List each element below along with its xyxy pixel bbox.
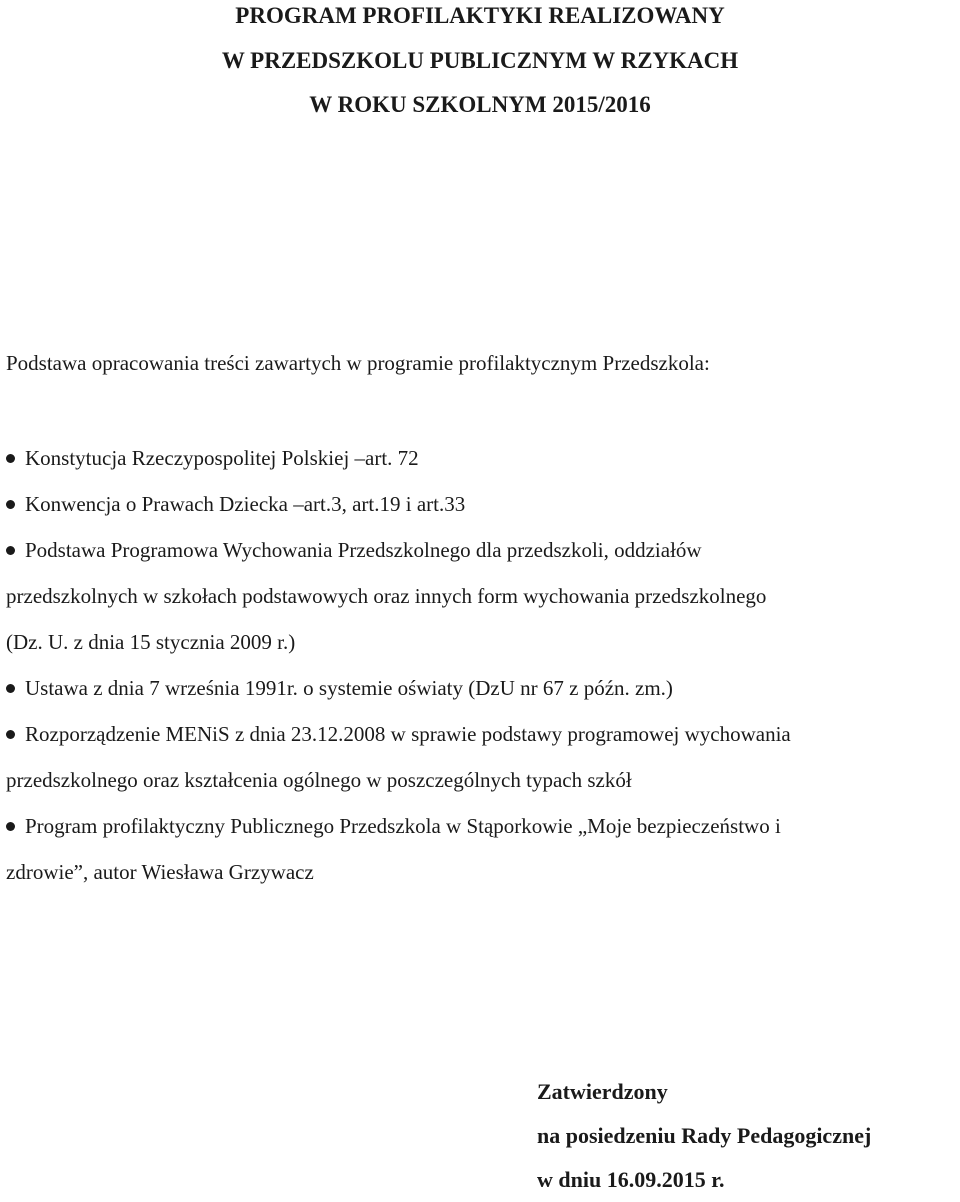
- list-item-text: Rozporządzenie MENiS z dnia 23.12.2008 w sprawie podstawy programowej wychowania: [25, 722, 791, 746]
- intro-paragraph: Podstawa opracowania treści zawartych w programie profilaktycznym Przedszkola:: [6, 351, 710, 375]
- list-item: [0, 481, 960, 527]
- list-item-text: Ustawa z dnia 7 września 1991r. o systemie oświaty (DzU nr 67 z późn. zm.): [25, 676, 673, 700]
- list-item-text: przedszkolnych w szkołach podstawowych oraz innych form wychowania przedszkolnego: [6, 584, 767, 608]
- list-item: [0, 711, 960, 803]
- list-item-text: Konstytucja Rzeczypospolitej Polskiej –art. 72: [25, 446, 419, 470]
- approval-line-1: Zatwierdzony: [537, 1079, 668, 1104]
- list-item: [0, 665, 960, 711]
- basis-list: [0, 435, 960, 895]
- bullet-icon: [6, 546, 15, 555]
- bullet-icon: [6, 730, 15, 739]
- title-line-3: W ROKU SZKOLNYM 2015/2016: [309, 92, 651, 117]
- list-item: [0, 527, 960, 665]
- title-line-1: PROGRAM PROFILAKTYKI REALIZOWANY: [235, 3, 725, 28]
- bullet-icon: [6, 684, 15, 693]
- bullet-icon: [6, 822, 15, 831]
- list-item-text: (Dz. U. z dnia 15 stycznia 2009 r.): [6, 630, 296, 654]
- list-item-text: zdrowie”, autor Wiesława Grzywacz: [6, 860, 314, 884]
- list-item-text: Podstawa Programowa Wychowania Przedszkolnego dla przedszkoli, oddziałów: [25, 538, 702, 562]
- document-title: [0, 0, 960, 128]
- title-line-2: W PRZEDSZKOLU PUBLICZNYM W RZYKACH: [221, 47, 739, 73]
- approval-block: [537, 1070, 871, 1202]
- bullet-icon: [6, 454, 15, 463]
- approval-line-3: w dniu 16.09.2015 r.: [537, 1167, 725, 1192]
- list-item: [0, 435, 960, 481]
- bullet-icon: [6, 500, 15, 509]
- list-item-text: Konwencja o Prawach Dziecka –art.3, art.19 i art.33: [25, 492, 466, 516]
- approval-line-2: na posiedzeniu Rady Pedagogicznej: [537, 1123, 872, 1148]
- list-item-text: przedszkolnego oraz kształcenia ogólnego w poszczególnych typach szkół: [6, 768, 632, 792]
- list-item: [0, 803, 960, 895]
- list-item-text: Program profilaktyczny Publicznego Przedszkola w Stąporkowie „Moje bezpieczeństwo i: [25, 814, 781, 838]
